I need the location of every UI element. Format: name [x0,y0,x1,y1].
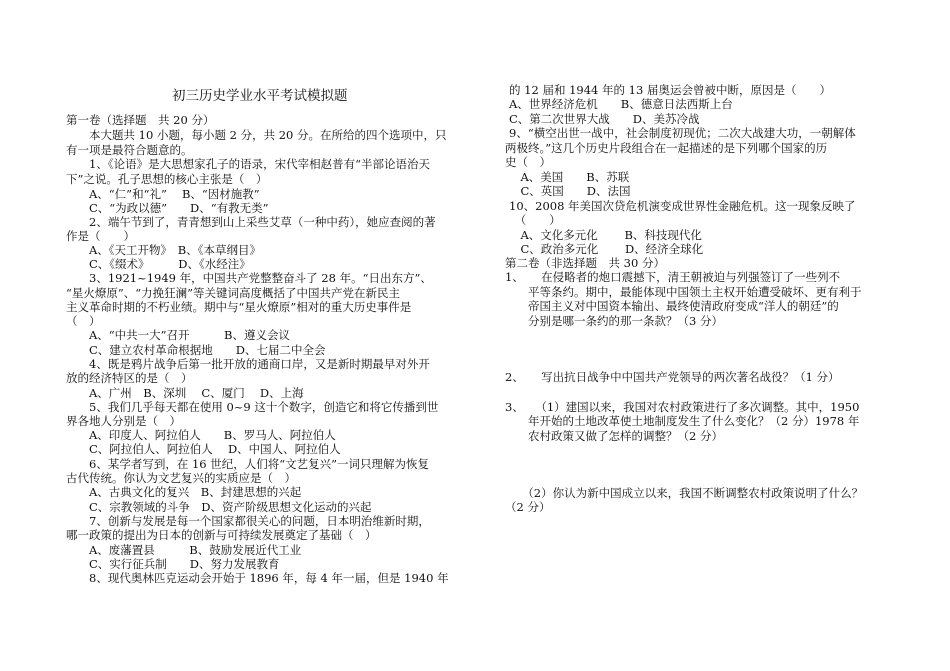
question-line: 10、2008 年美国次贷危机演变成世界性金融危机。这一现象反映了 [509,199,856,213]
question-line: 2、 写出抗日战争中中国共产党领导的两次著名战役？（1 分） [505,370,840,384]
option-line: C、第二次世界大战 D、美苏冷战 [509,112,700,126]
option-line: A、废藩置县 B、鼓励发展近代工业 [66,543,302,557]
option-line: A、印度人、阿拉伯人 B、罗马人、阿拉伯人 [66,428,336,442]
question-line: 6、某学者写到，在 16 世纪，人们将“文艺复兴”一词只理解为恢复 [66,457,430,471]
option-line: A、美国 B、苏联 [509,170,630,184]
question-line: （2）你认为新中国成立以来，我国不断调整农村政策说明了什么？ [505,486,864,500]
option-line: A、“仁”和“礼” B、“因材施教” [66,187,260,201]
option-line: C、实行征兵制 D、努力发展教育 [66,557,280,571]
text-line: 有一项是最符合题意的。 [66,143,193,157]
question-line: 两极终。”这几个历史片段组合在一起描述的是下列哪个国家的历 [505,141,828,155]
option-line: A、广州 B、深圳 C、厦门 D、上海 [66,386,304,400]
option-line: C、建立农村革命根据地 D、七届二中全会 [66,343,326,357]
question-line: 放的经济特区的是（ ） [66,371,193,385]
option-line: C、“为政以德” D、“有教无类” [66,201,269,215]
option-line: C、宗教领域的斗争 D、资产阶级思想文化运动的兴起 [66,500,372,514]
question-line: 3、1921~1949 年，中国共产党整整奋斗了 28 年。“日出东方”、 [66,271,432,285]
option-line: A、《天工开物》 B、《本草纲目》 [66,243,262,257]
question-line: 古代传统。你认为文艺复兴的实质应是（ ） [66,471,296,485]
section-heading: 第一卷（选择题 共 20 分） [66,113,215,127]
question-line: 7、创新与发展是每一个国家都很关心的问题，日本明治维新时期， [66,514,430,528]
question-line: 年开始的土地改革使土地制度发生了什么变化？（2 分）1978 年 [505,414,860,428]
option-line: A、古典文化的复兴 B、封建思想的兴起 [66,485,302,499]
question-line: 农村政策又做了怎样的调整？（2 分） [505,429,723,443]
option-line: C、阿拉伯人、阿拉伯人 D、中国人、阿拉伯人 [66,442,341,456]
option-line: C、《缀术》 D、《水经注》 [66,257,251,271]
question-line: 1、《论语》是大思想家孔子的语录，宋代宰相赵普有“半部论语治天 [66,157,430,171]
question-line: 分别是哪一条约的那一条款？（3 分） [505,314,723,328]
question-line: 作是（ ） [66,229,135,243]
question-line: 的 12 届和 1944 年的 13 届奥运会曾被中断，原因是（ ） [509,83,831,97]
option-line: A、世界经济危机 B、德意日法西斯上台 [509,97,733,111]
page-title: 初三历史学业水平考试模拟题 [172,88,348,104]
option-line: A、“中共一大”召开 B、遵义会议 [66,328,291,342]
question-line: 9、“横空出世一战中，社会制度初现优；二次大战建大功，一朝解体 [509,126,856,140]
question-line: （2 分） [505,500,551,514]
question-line: 下”之说。孔子思想的核心主张是（ ） [66,172,268,186]
question-line: 界各地人分别是（ ） [66,414,181,428]
question-line: “星火燎原”、“力挽狂澜”等关键词高度概括了中国共产党在新民主 [66,286,401,300]
question-line: 平等条约。期中，最能体现中国领土主权开始遭受破坏、更有利于 [505,285,862,299]
question-line: 5、我们几乎每天都在使用 0~9 这十个数字，创造它和将它传播到世 [66,400,439,414]
question-line: 8、现代奥林匹克运动会开始于 1896 年，每 4 年一届，但是 1940 年 [66,571,449,585]
question-line: 主义革命时期的不朽业绩。期中与“星火燎原”相对的重大历史事件是 [66,300,412,314]
question-line: 3、 （1）建国以来，我国对农村政策进行了多次调整。其中，1950 [505,400,860,414]
question-line: 哪一政策的提出为日本的创新与可持续发展奠定了基础（ ） [66,528,377,542]
option-line: C、英国 D、法国 [509,184,631,198]
option-line: A、文化多元化 B、科技现代化 [509,228,702,242]
question-line: （ ） [509,213,561,227]
option-line: C、政治多元化 D、经济全球化 [509,242,704,256]
text-line: 本大题共 10 小题，每小题 2 分，共 20 分。在所给的四个选项中，只 [66,128,447,142]
section-heading: 第二卷（非选择题 共 30 分） [505,256,665,270]
question-line: 帝国主义对中国资本输出、最终使清政府变成“洋人的朝廷”的 [505,299,839,313]
question-line: 2、端午节到了，青青想到山上采些艾草（一种中药），她应查阅的著 [66,215,436,229]
question-line: 4、既是鸦片战争后第一批开放的通商口岸，又是新时期最早对外开 [66,357,430,371]
question-line: （ ） [66,314,101,328]
question-line: 史（ ） [505,155,551,169]
question-line: 1、 在侵略者的炮口震撼下，清王朝被迫与列强签订了一些列不 [505,270,841,284]
